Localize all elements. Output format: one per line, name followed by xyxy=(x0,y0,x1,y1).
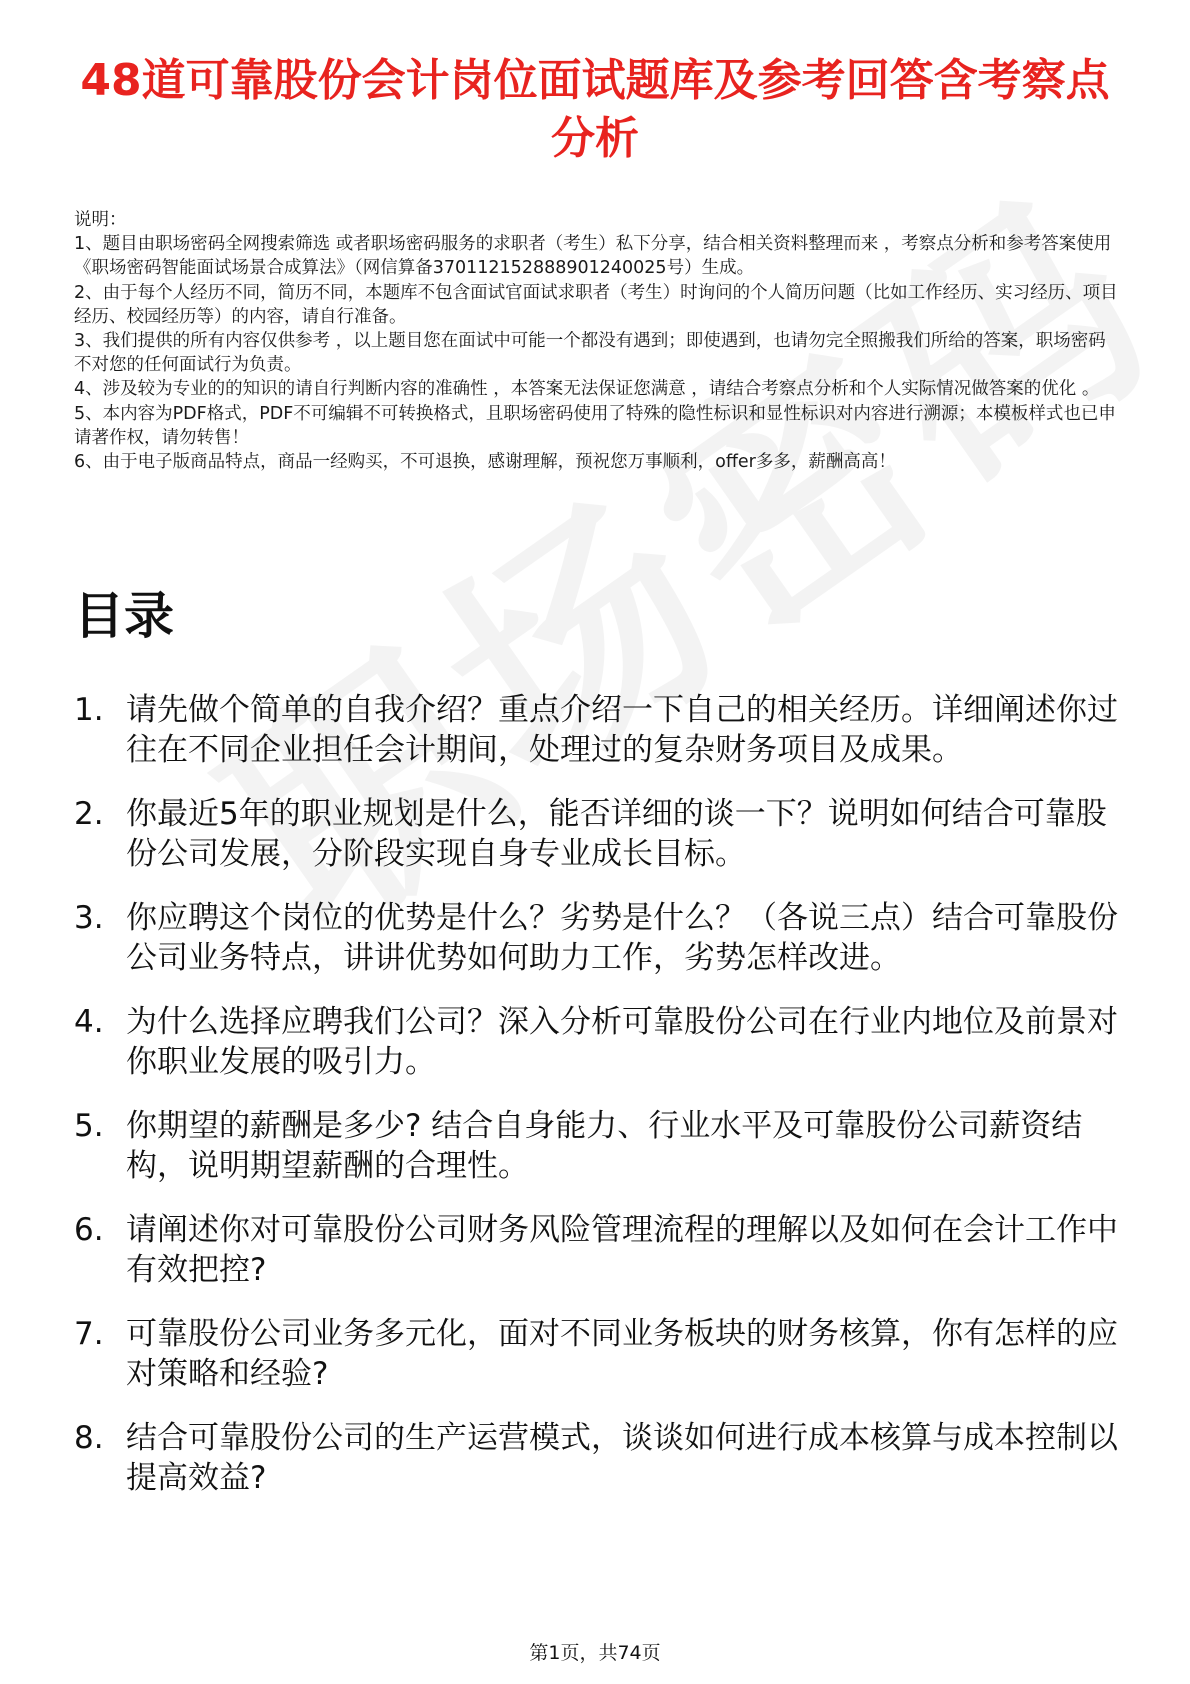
question-number: 7. xyxy=(74,1316,104,1352)
notes-item: 4、涉及较为专业的的知识的请自行判断内容的准确性 ，本答案无法保证您满意 ，请结合考察点分析和个人实际情况做答案的优化 。 xyxy=(74,379,1100,400)
question-number: 1. xyxy=(74,692,104,728)
question-text: 请先做个简单的自我介绍？重点介绍一下自己的相关经历。详细阐述你过往在不同企业担任会计期间，处理过的复杂财务项目及成果。 xyxy=(126,692,1118,768)
question-number: 8. xyxy=(74,1420,104,1456)
question-text: 请阐述你对可靠股份公司财务风险管理流程的理解以及如何在会计工作中有效把控? xyxy=(126,1212,1118,1288)
notes-item: 1、题目由职场密码全网搜索筛选 或者职场密码服务的求职者（考生）私下分享，结合相关资料整理而来 ，考察点分析和参考答案使用《职场密码智能面试场景合成算法》（网信算备370112152888901240025号）生成。 xyxy=(74,234,1112,279)
question-item xyxy=(74,1210,1124,1290)
page-footer: 第1页，共74页 xyxy=(529,1642,661,1664)
question-item xyxy=(74,1314,1124,1394)
notes-item: 3、我们提供的所有内容仅供参考 ，以上题目您在面试中可能一个都没有遇到；即使遇到，也请勿完全照搬我们所给的答案，职场密码不对您的任何面试行为负责。 xyxy=(74,331,1106,376)
question-item xyxy=(74,794,1124,874)
question-number: 4. xyxy=(74,1004,104,1040)
notes-item: 2、由于每个人经历不同，简历不同，本题库不包含面试官面试求职者（考生）时询问的个人简历问题（比如工作经历、实习经历、项目经历、校园经历等）的内容，请自行准备。 xyxy=(74,282,1118,327)
notes-section xyxy=(74,208,1120,474)
question-text: 可靠股份公司业务多元化，面对不同业务板块的财务核算，你有怎样的应对策略和经验? xyxy=(126,1316,1118,1392)
question-number: 3. xyxy=(74,900,104,936)
document-title: 48道可靠股份会计岗位面试题库及参考回答含考察点分析 xyxy=(80,55,1110,164)
question-text: 你期望的薪酬是多少? 结合自身能力、行业水平及可靠股份公司薪资结构，说明期望薪酬的合理性。 xyxy=(126,1108,1083,1184)
question-number: 6. xyxy=(74,1212,104,1248)
notes-heading: 说明： xyxy=(74,210,127,230)
question-item xyxy=(74,690,1124,770)
question-item xyxy=(74,1002,1124,1082)
question-text: 你应聘这个岗位的优势是什么？劣势是什么？（各说三点）结合可靠股份公司业务特点，讲讲优势如何助力工作，劣势怎样改进。 xyxy=(126,900,1118,976)
toc-heading: 目录 xyxy=(74,587,174,645)
notes-item: 5、本内容为PDF格式，PDF不可编辑不可转换格式，且职场密码使用了特殊的隐性标识和显性标识对内容进行溯源；本模板样式也已申请著作权，请勿转售！ xyxy=(74,403,1116,448)
question-item xyxy=(74,898,1124,978)
question-item xyxy=(74,1418,1124,1498)
question-item xyxy=(74,1106,1124,1186)
question-number: 5. xyxy=(74,1108,104,1144)
notes-item: 6、由于电子版商品特点，商品一经购买，不可退换，感谢理解，预祝您万事顺利，offer多多，薪酬高高！ xyxy=(74,452,896,473)
question-text: 你最近5年的职业规划是什么，能否详细的谈一下？说明如何结合可靠股份公司发展，分阶段实现自身专业成长目标。 xyxy=(126,796,1107,872)
question-number: 2. xyxy=(74,796,104,832)
question-text: 为什么选择应聘我们公司？深入分析可靠股份公司在行业内地位及前景对你职业发展的吸引力。 xyxy=(126,1004,1118,1080)
question-list xyxy=(74,690,1124,1522)
question-text: 结合可靠股份公司的生产运营模式，谈谈如何进行成本核算与成本控制以提高效益? xyxy=(126,1420,1118,1496)
